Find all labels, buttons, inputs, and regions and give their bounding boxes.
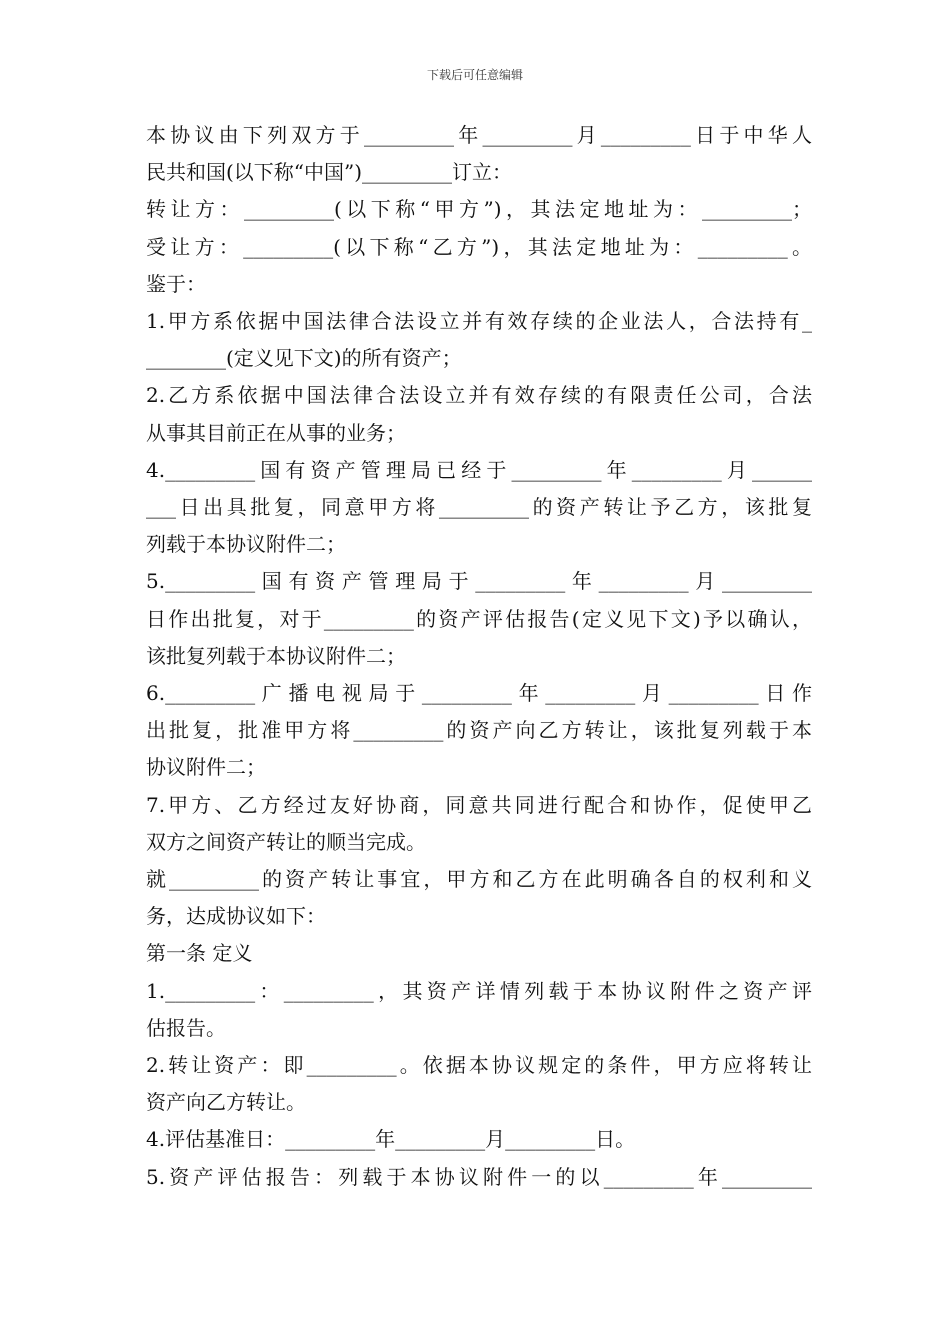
text-line: 估报告。	[146, 1015, 226, 1040]
text-line: 就_________的资产转让事宜，甲方和乙方在此明确各自的权利和义	[146, 867, 812, 892]
text-line: 鉴于：	[146, 271, 206, 296]
text-line: 双方之间资产转让的顺当完成。	[146, 829, 426, 854]
text-line: 转让方：_________(以下称“甲方”)，其法定地址为：_________；	[146, 197, 812, 222]
text-line: 4.评估基准日：_________年_________月_________日。	[146, 1127, 636, 1152]
text-line: 受让方：_________(以下称“乙方”)，其法定地址为：_________。	[146, 234, 812, 259]
text-line: 2.转让资产：即_________。依据本协议规定的条件，甲方应将转让	[146, 1053, 812, 1078]
text-line: 6._________广播电视局于_________年_________月_________日作	[146, 681, 812, 706]
text-line: 出批复，批准甲方将_________的资产向乙方转让，该批复列载于本	[146, 718, 812, 743]
text-line: 从事其目前正在从事的业务；	[146, 420, 406, 445]
text-line: 协议附件二；	[146, 755, 266, 780]
agreement-body	[146, 117, 812, 1196]
text-line: 第一条 定义	[146, 941, 253, 966]
text-line: 2.乙方系依据中国法律合法设立并有效存续的有限责任公司，合法	[146, 383, 812, 408]
text-line: 列载于本协议附件二；	[146, 532, 346, 557]
text-line: 5._________国有资产管理局于_________年_________月_________	[146, 569, 812, 594]
text-line: ________(定义见下文)的所有资产；	[146, 346, 462, 371]
text-line: 本协议由下列双方于_________年_________月_________日于中华人	[146, 123, 812, 147]
text-line: 务，达成协议如下：	[146, 904, 326, 929]
page-header: 下载后可任意编辑	[426, 68, 523, 82]
text-line: 民共和国(以下称“中国”)_________订立：	[146, 160, 513, 185]
text-line: 1.甲方系依据中国法律合法设立并有效存续的企业法人，合法持有_	[146, 309, 812, 334]
text-line: 5.资产评估报告：列载于本协议附件一的以_________年_________	[146, 1164, 812, 1189]
text-line: 4._________国有资产管理局已经于_________年_________月______	[146, 457, 812, 482]
text-line: 1._________：_________，其资产详情列载于本协议附件之资产评	[146, 978, 812, 1003]
text-line: 7.甲方、乙方经过友好协商，同意共同进行配合和协作，促使甲乙	[146, 792, 812, 817]
text-line: 该批复列载于本协议附件二；	[146, 643, 406, 668]
text-line: ___日出具批复，同意甲方将_________的资产转让予乙方，该批复	[146, 495, 812, 520]
text-line: 日作出批复，对于_________的资产评估报告(定义见下文)予以确认，	[146, 606, 812, 631]
text-line: 资产向乙方转让。	[146, 1090, 306, 1115]
